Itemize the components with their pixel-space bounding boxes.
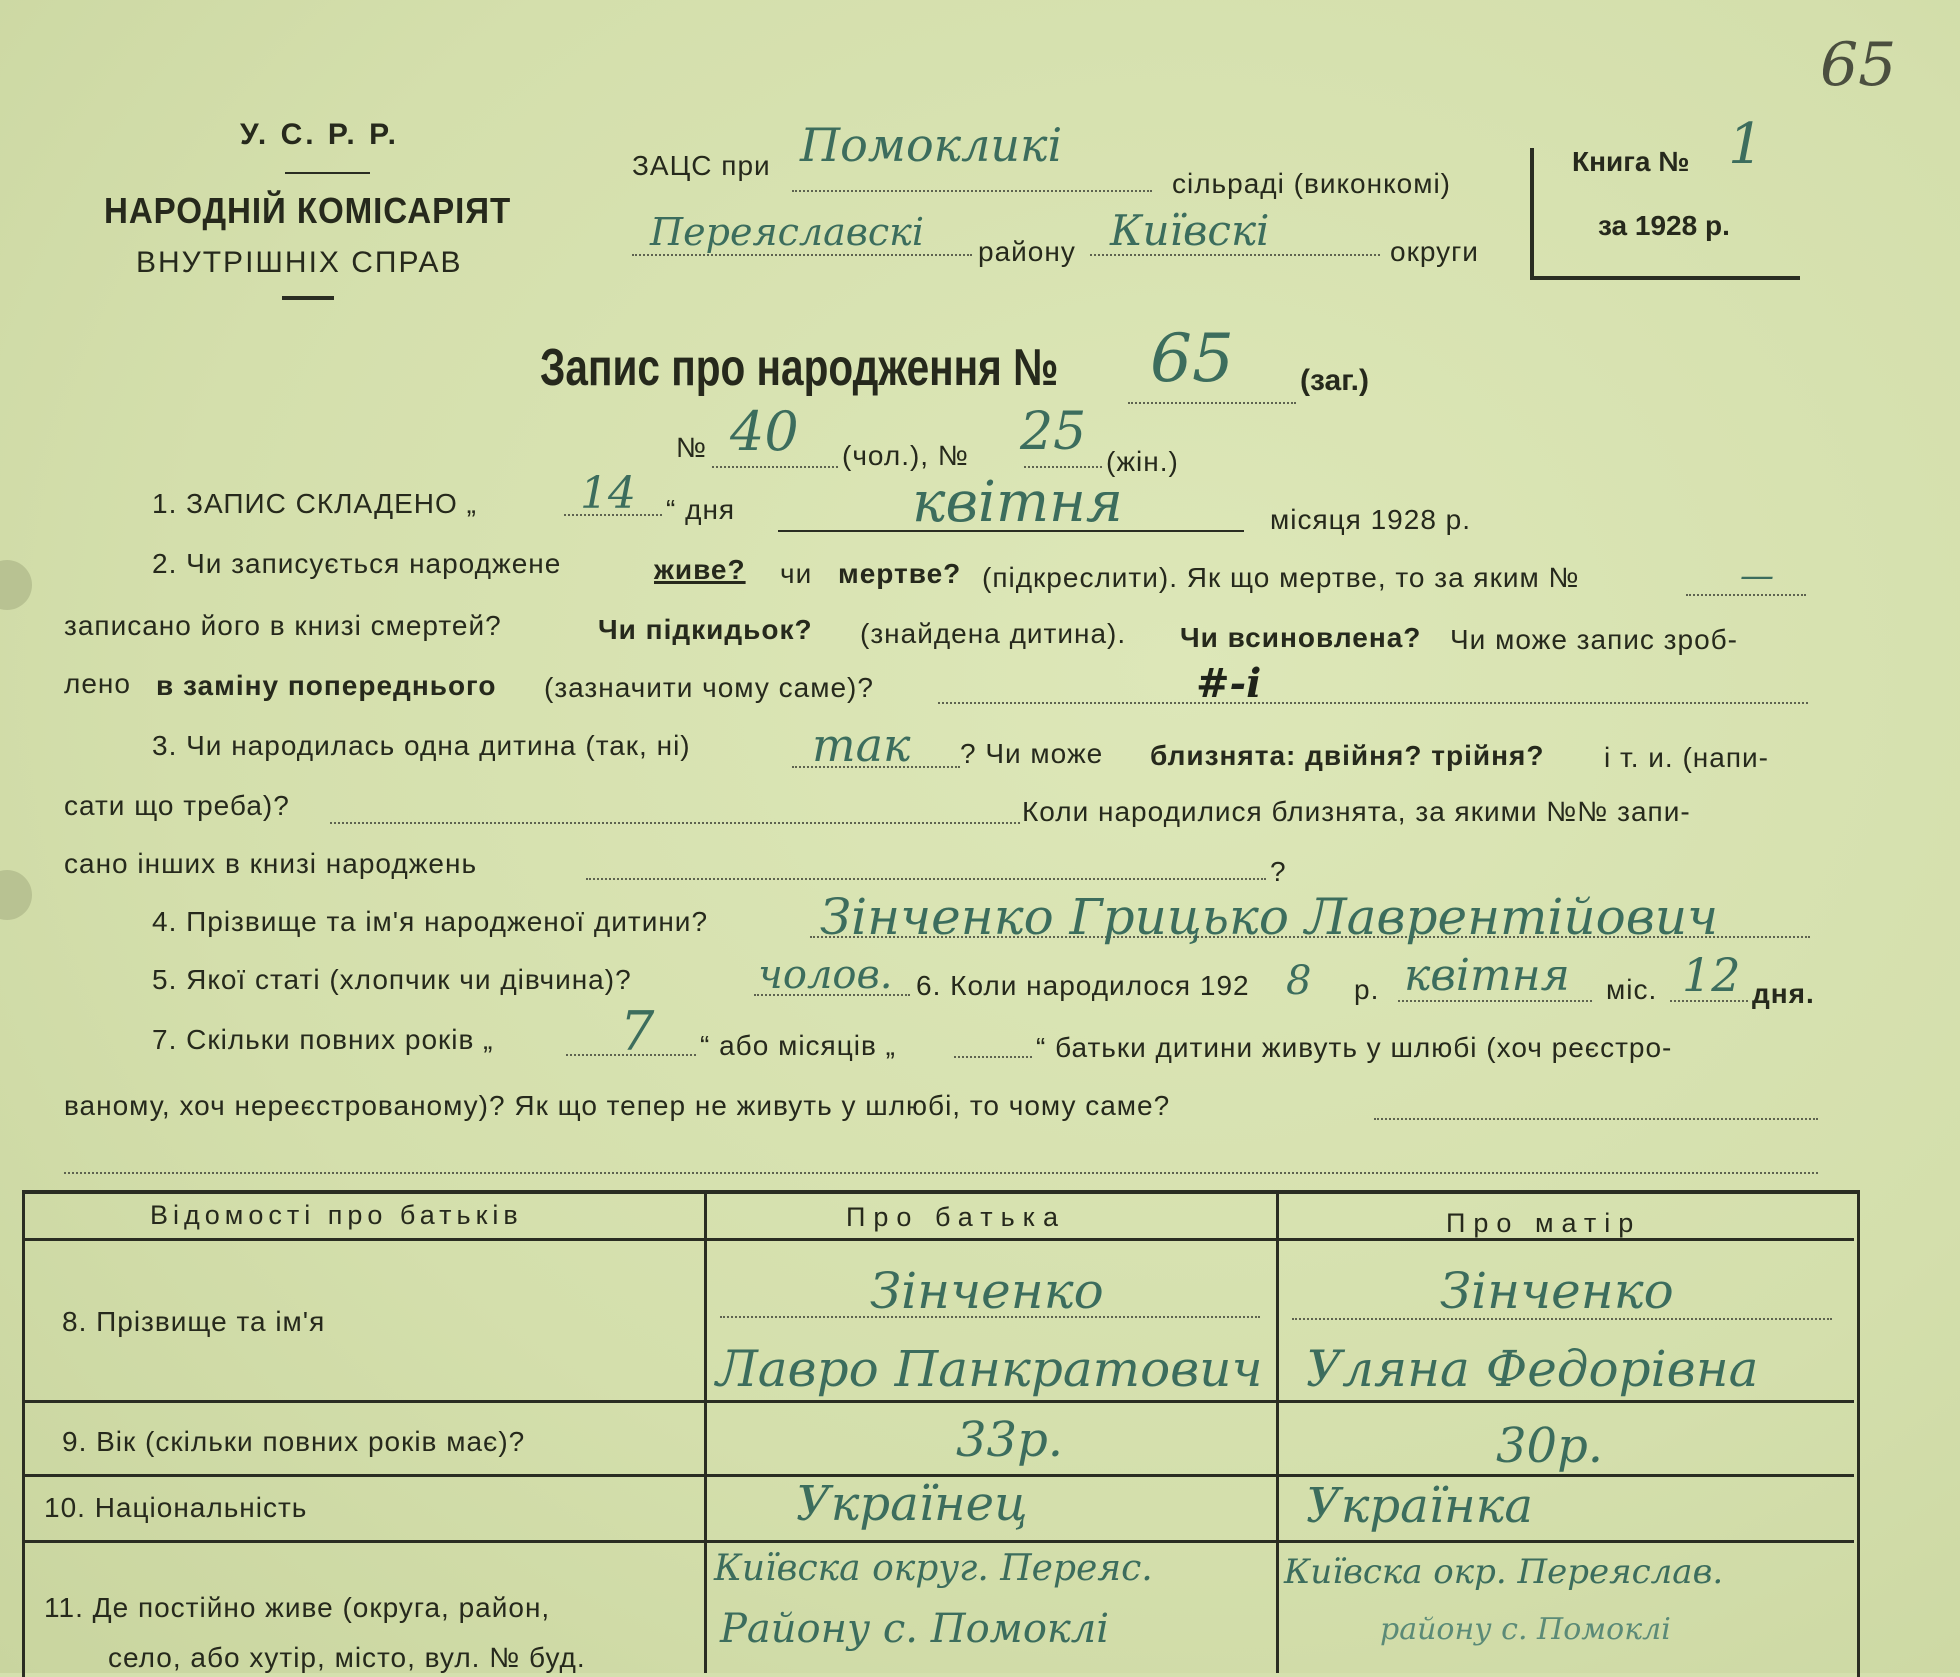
header-state: У. С. Р. Р. [240,118,399,151]
mother-residence-handwritten: Київска окр. Переяслав. [1284,1552,1724,1592]
row-label-residence-cont: село, або хутір, місто, вул. № буд. [108,1642,586,1673]
table-col-header-mother: Про матір [1446,1208,1642,1238]
q6-year-label: р. [1354,974,1380,1005]
table-column-divider [1276,1194,1279,1673]
father-residence-handwritten-2: Району с. Помоклі [720,1606,1110,1652]
mother-age-handwritten: 30р. [1496,1418,1604,1474]
row-label-nationality: 10. Національність [44,1492,308,1523]
q6-month-label: міс. [1606,974,1658,1005]
q3-twins-line [330,822,1020,824]
q2-dead: мертве? [838,558,962,589]
table-col-header-info: Відомості про батьків [150,1200,523,1230]
table-row-divider [22,1400,1854,1403]
father-nationality-handwritten: Українец [796,1476,1028,1532]
female-label: (жін.) [1106,446,1179,477]
male-number-handwritten: 40 [730,400,799,463]
q7-text: “ або місяців „ [700,1030,896,1061]
q3-answer-handwritten: так [812,718,911,772]
q2-dash-handwritten: — [1740,556,1774,596]
table-column-divider [704,1194,707,1673]
district-handwritten: Переяславскі [650,210,924,254]
q5-answer-handwritten: чолов. [758,952,893,998]
q6-label: 6. Коли народилося 192 [916,970,1250,1001]
q1-day-label: “ дня [666,494,736,525]
binding-hole [0,870,32,920]
q7-years-handwritten: 7 [620,1000,655,1063]
header-department: ВНУТРІШНІХ СПРАВ [136,246,463,279]
q2-replacement: в заміну попереднього [156,670,497,701]
mother-name-handwritten: Уляна Федорівна [1306,1340,1759,1398]
q2-text: лено [64,668,131,699]
zags-label: ЗАЦС при [632,150,771,181]
male-number-line [712,466,838,468]
q2-text: (зазначити чому саме)? [544,672,874,703]
q3-text: Коли народилися близнята, за якими №№ запи- [1022,796,1691,827]
village-handwritten: Помокликі [800,118,1063,172]
mother-nationality-handwritten: Українка [1306,1478,1533,1534]
q3-text: ? Чи може [960,738,1104,769]
record-no-label: № [676,432,708,463]
q1-day-handwritten: 14 [580,468,636,519]
book-label: Книга № [1572,146,1690,177]
header-commissariat: НАРОДНІЙ КОМІСАРІЯТ [104,190,512,231]
q3-twins: близнята: двійня? трійня? [1150,740,1545,771]
q3-text: ? [1270,856,1287,887]
q1-prefix: 1. ЗАПИС СКЛАДЕНО „ [152,488,477,519]
book-box-bottom-border [1530,276,1800,280]
q2-text: (підкреслити). Як що мертве, то за яким № [982,562,1580,593]
q1-month-handwritten: квітня [912,470,1124,535]
q7-text: ваному, хоч нереєстрованому)? Як що тепер не живуть у шлюбі, то чому саме? [64,1090,1171,1121]
row-label-residence: 11. Де постійно живе (округа, район, [44,1592,551,1623]
book-year: за 1928 р. [1598,210,1730,241]
binding-hole [0,560,32,610]
q2-answer-handwritten: #-і [1196,660,1262,707]
mother-residence-handwritten-2: району с. Помоклі [1380,1612,1671,1647]
village-line [792,190,1152,192]
male-label: (чол.), № [842,440,969,471]
village-suffix: сільраді (виконкомі) [1172,168,1451,199]
q6-month-handwritten: квітня [1404,950,1570,1001]
row-label-name: 8. Прізвище та ім'я [62,1306,326,1337]
q3-text: 3. Чи народилась одна дитина (так, ні) [152,730,691,761]
q2-text: 2. Чи записується народжене [152,548,562,579]
q3-text: сати що треба)? [64,790,290,821]
q5-label: 5. Якої статі (хлопчик чи дівчина)? [152,964,632,995]
record-general-label: (заг.) [1300,364,1370,397]
record-title: Запис про народження № [540,339,1059,397]
father-residence-handwritten: Київска округ. Переяс. [714,1548,1153,1589]
q2-alive: живе? [654,554,746,585]
table-row-divider [22,1540,1854,1543]
q4-answer-handwritten: Зінченко Грицько Лаврентійович [820,888,1719,946]
district-line [632,254,972,256]
q7-continuation-line [64,1172,1818,1174]
q3-other-line [586,878,1266,880]
q2-text: Чи може запис зроб- [1450,624,1739,655]
book-number-handwritten: 1 [1728,112,1764,177]
corner-page-number: 65 [1820,30,1897,100]
father-name-handwritten: Лавро Панкратович [716,1340,1263,1398]
q7-reason-line [1374,1118,1818,1120]
female-number-handwritten: 25 [1020,402,1087,462]
father-age-handwritten: 33р. [956,1412,1064,1468]
q6-year-digit-handwritten: 8 [1286,958,1312,1004]
q2-answer-line [938,702,1808,704]
q2-text: (знайдена дитина). [860,618,1127,649]
mother-surname-handwritten: Зінченко [1440,1262,1674,1320]
father-surname-handwritten: Зінченко [870,1262,1104,1320]
okrug-label: округи [1390,236,1479,267]
q2-foundling: Чи підкидьок? [598,614,813,645]
q3-text: сано інших в книзі народжень [64,848,478,879]
q3-text: і т. и. (напи- [1604,742,1769,773]
record-number-handwritten: 65 [1150,320,1234,397]
header-divider [282,296,334,300]
q2-adopted: Чи всиновлена? [1180,622,1422,653]
row-label-age: 9. Вік (скільки повних років має)? [62,1426,526,1457]
q2-chi: чи [780,558,813,589]
q4-label: 4. Прізвище та ім'я народженої дитини? [152,906,709,937]
q6-day-label: дня. [1752,978,1815,1009]
district-label: району [978,236,1076,267]
q7-months-line [954,1056,1032,1058]
header-divider [285,172,370,174]
q7-text: 7. Скільки повних років „ [152,1024,494,1055]
record-number-line [1128,402,1296,404]
okrug-handwritten: Київскі [1110,206,1270,255]
table-col-header-father: Про батька [846,1202,1067,1232]
q1-suffix: місяця 1928 р. [1270,504,1472,535]
female-number-line [1024,466,1102,468]
q6-day-handwritten: 12 [1682,948,1741,1002]
book-box-left-border [1530,148,1534,278]
q2-text: записано його в книзі смертей? [64,610,502,641]
q7-text: “ батьки дитини живуть у шлюбі (хоч реєстро- [1036,1032,1673,1063]
